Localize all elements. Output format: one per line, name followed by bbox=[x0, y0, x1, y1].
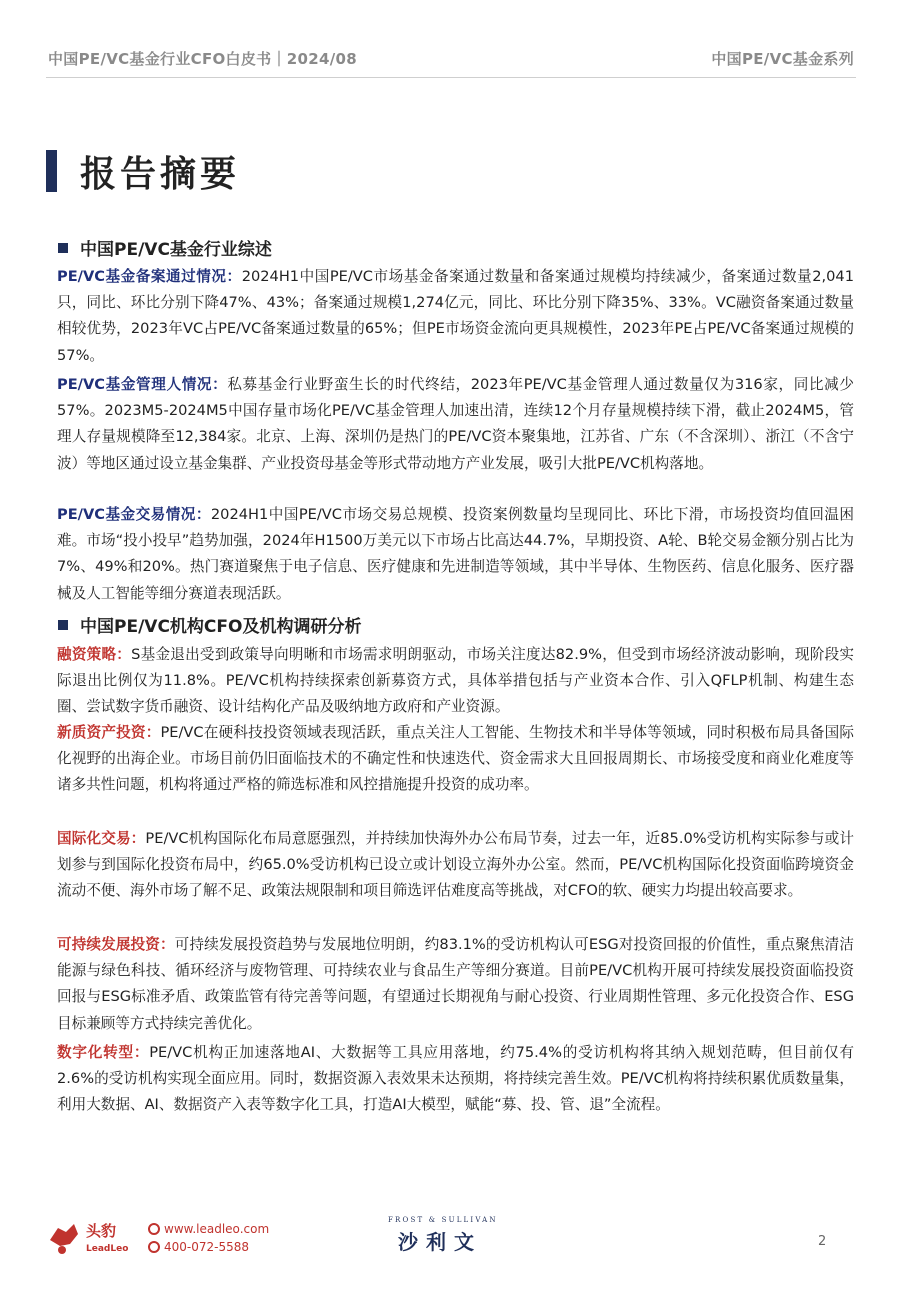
paragraph-text: 私募基金行业野蛮生长的时代终结，2023年PE/VC基金管理人通过数量仅为316家，同比减少57%。2023M5-2024M5中国存量市场化PE/VC基金管理人加速出清，连续12个月存量规模持续下滑，截止2024M5，管理人存量规模降至12,384家。北京、上海、深圳仍是热门的PE/VC资本聚集地，江苏省、广东（不含深圳）、浙江（不含宁波）等地区通过设立基金集群、产业投资母基金等形式带动地方产业发展，吸引大批PE/VC机构落地。 bbox=[57, 376, 854, 472]
paragraph-sustainable-investment bbox=[57, 932, 854, 1037]
paragraph-label: PE/VC基金交易情况： bbox=[57, 506, 211, 523]
paragraph-label: 新质资产投资： bbox=[57, 724, 161, 741]
paragraph-international-trading bbox=[57, 826, 854, 905]
section-heading-cfo-survey bbox=[58, 612, 361, 637]
paragraph-fund-managers bbox=[57, 372, 854, 477]
paragraph-text: PE/VC机构正加速落地AI、大数据等工具应用落地，约75.4%的受访机构将其纳入规划范畴，但目前仅有2.6%的受访机构实现全面应用。同时，数据资源入表效果未达预期，将持续完善生效。PE/VC机构将持续积累优质数量集，利用大数据、AI、数据资产入表等数字化工具，打造AI大模型，赋能“募、投、管、退”全流程。 bbox=[57, 1044, 854, 1114]
page-header bbox=[0, 0, 900, 80]
paragraph-text: 2024H1中国PE/VC市场基金备案通过数量和备案通过规模均持续减少，备案通过数量2,041只，同比、环比分别下降47%、43%；备案通过规模1,274亿元，同比、环比分别下降35%、33%。VC融资备案通过数量相较优势，2023年VC占PE/VC备案通过数量的65%；但PE市场资金流向更具规模性，2023年PE占PE/VC备案通过规模的57%。 bbox=[57, 268, 854, 364]
paragraph-label: 数字化转型： bbox=[57, 1044, 150, 1061]
paragraph-text: PE/VC机构国际化布局意愿强烈，并持续加快海外办公布局节奏，过去一年，近85.0%受访机构实际参与或计划参与到国际化投资布局中，约65.0%受访机构已设立或计划设立海外办公室。然而，PE/VC机构国际化投资面临跨境资金流动不便、海外市场了解不足、政策法规限制和项目筛选评估难度高等挑战，对CFO的软、硬实力均提出较高要求。 bbox=[57, 830, 854, 900]
square-bullet-icon bbox=[58, 243, 68, 253]
frost-sullivan-en: FROST & SULLIVAN bbox=[388, 1216, 498, 1224]
page-number: 2 bbox=[818, 1234, 827, 1249]
brand-cn: 头豹 bbox=[86, 1222, 117, 1240]
paragraph-label: 国际化交易： bbox=[57, 830, 146, 847]
phone-icon bbox=[148, 1241, 160, 1253]
square-bullet-icon bbox=[58, 620, 68, 630]
section-heading-industry-overview bbox=[58, 235, 272, 260]
paragraph-label: 可持续发展投资： bbox=[57, 936, 175, 953]
phone-number: 400-072-5588 bbox=[164, 1240, 250, 1254]
paragraph-text: 2024H1中国PE/VC市场交易总规模、投资案例数量均呈现同比、环比下滑，市场投资均值回温困难。市场“投小投早”趋势加强，2024年H1500万美元以下市场占比高达44.7%，早期投资、A轮、B轮交易金额分别占比为7%、49%和20%。热门赛道聚焦于电子信息、医疗健康和先进制造等领域，其中半导体、生物医药、信息化服务、医疗器械及人工智能等细分赛道表现活跃。 bbox=[57, 506, 854, 602]
title-accent-bar bbox=[46, 150, 57, 192]
globe-icon bbox=[148, 1223, 160, 1235]
paragraph-label: PE/VC基金管理人情况： bbox=[57, 376, 228, 393]
website-row bbox=[148, 1220, 269, 1238]
paragraph-digital-transformation bbox=[57, 1040, 854, 1119]
phone-row bbox=[148, 1238, 269, 1256]
frost-sullivan-cn: 沙利文 bbox=[398, 1230, 482, 1254]
brand-en: LeadLeo bbox=[86, 1244, 129, 1254]
paragraph-financing-strategy bbox=[57, 642, 854, 721]
paragraph-text: PE/VC在硬科技投资领域表现活跃，重点关注人工智能、生物技术和半导体等领域，同时积极布局具备国际化视野的出海企业。市场目前仍旧面临技术的不确定性和快速迭代、资金需求大且回报周期长、市场接受度和商业化难度等诸多共性问题，机构将通过严格的筛选标准和风控措施提升投资的成功率。 bbox=[57, 724, 854, 794]
paragraph-new-quality-assets bbox=[57, 720, 854, 799]
paragraph-label: 融资策略： bbox=[57, 646, 132, 663]
page-title: 报告摘要 bbox=[80, 153, 241, 195]
header-divider bbox=[46, 77, 856, 78]
header-series-title: 中国PE/VC基金系列 bbox=[711, 50, 854, 68]
paragraph-text: 可持续发展投资趋势与发展地位明朗，约83.1%的受访机构认可ESG对投资回报的价值性，重点聚焦清洁能源与绿色科技、循环经济与废物管理、可持续农业与食品生产等细分赛道。目前PE/VC机构开展可持续发展投资面临投资回报与ESG标准矛盾、政策监管有待完善等问题，有望通过长期视角与耐心投资、行业周期性管理、多元化投资合作、ESG目标兼顾等方式持续完善优化。 bbox=[57, 936, 854, 1032]
paragraph-fund-transactions bbox=[57, 502, 854, 607]
paragraph-label: PE/VC基金备案通过情况： bbox=[57, 268, 242, 285]
leadleo-logo bbox=[44, 1210, 154, 1260]
footer-contact bbox=[148, 1220, 269, 1256]
paragraph-fund-registration bbox=[57, 264, 854, 369]
paragraph-text: S基金退出受到政策导向明晰和市场需求明朗驱动，市场关注度达82.9%，但受到市场经济波动影响，现阶段实际退出比例仅为11.8%。PE/VC机构持续探索创新募资方式，具体举措包括与产业资本合作、引入QFLP机制、构建生态圈、尝试数字货币融资、设计结构化产品及吸纳地方政府和产业资源。 bbox=[57, 646, 854, 716]
website-link[interactable]: www.leadleo.com bbox=[164, 1222, 270, 1236]
header-left-title: 中国PE/VC基金行业CFO白皮书｜2024/08 bbox=[48, 50, 357, 68]
section-heading-text: 中国PE/VC机构CFO及机构调研分析 bbox=[80, 617, 362, 637]
section-heading-text: 中国PE/VC基金行业综述 bbox=[80, 240, 272, 260]
